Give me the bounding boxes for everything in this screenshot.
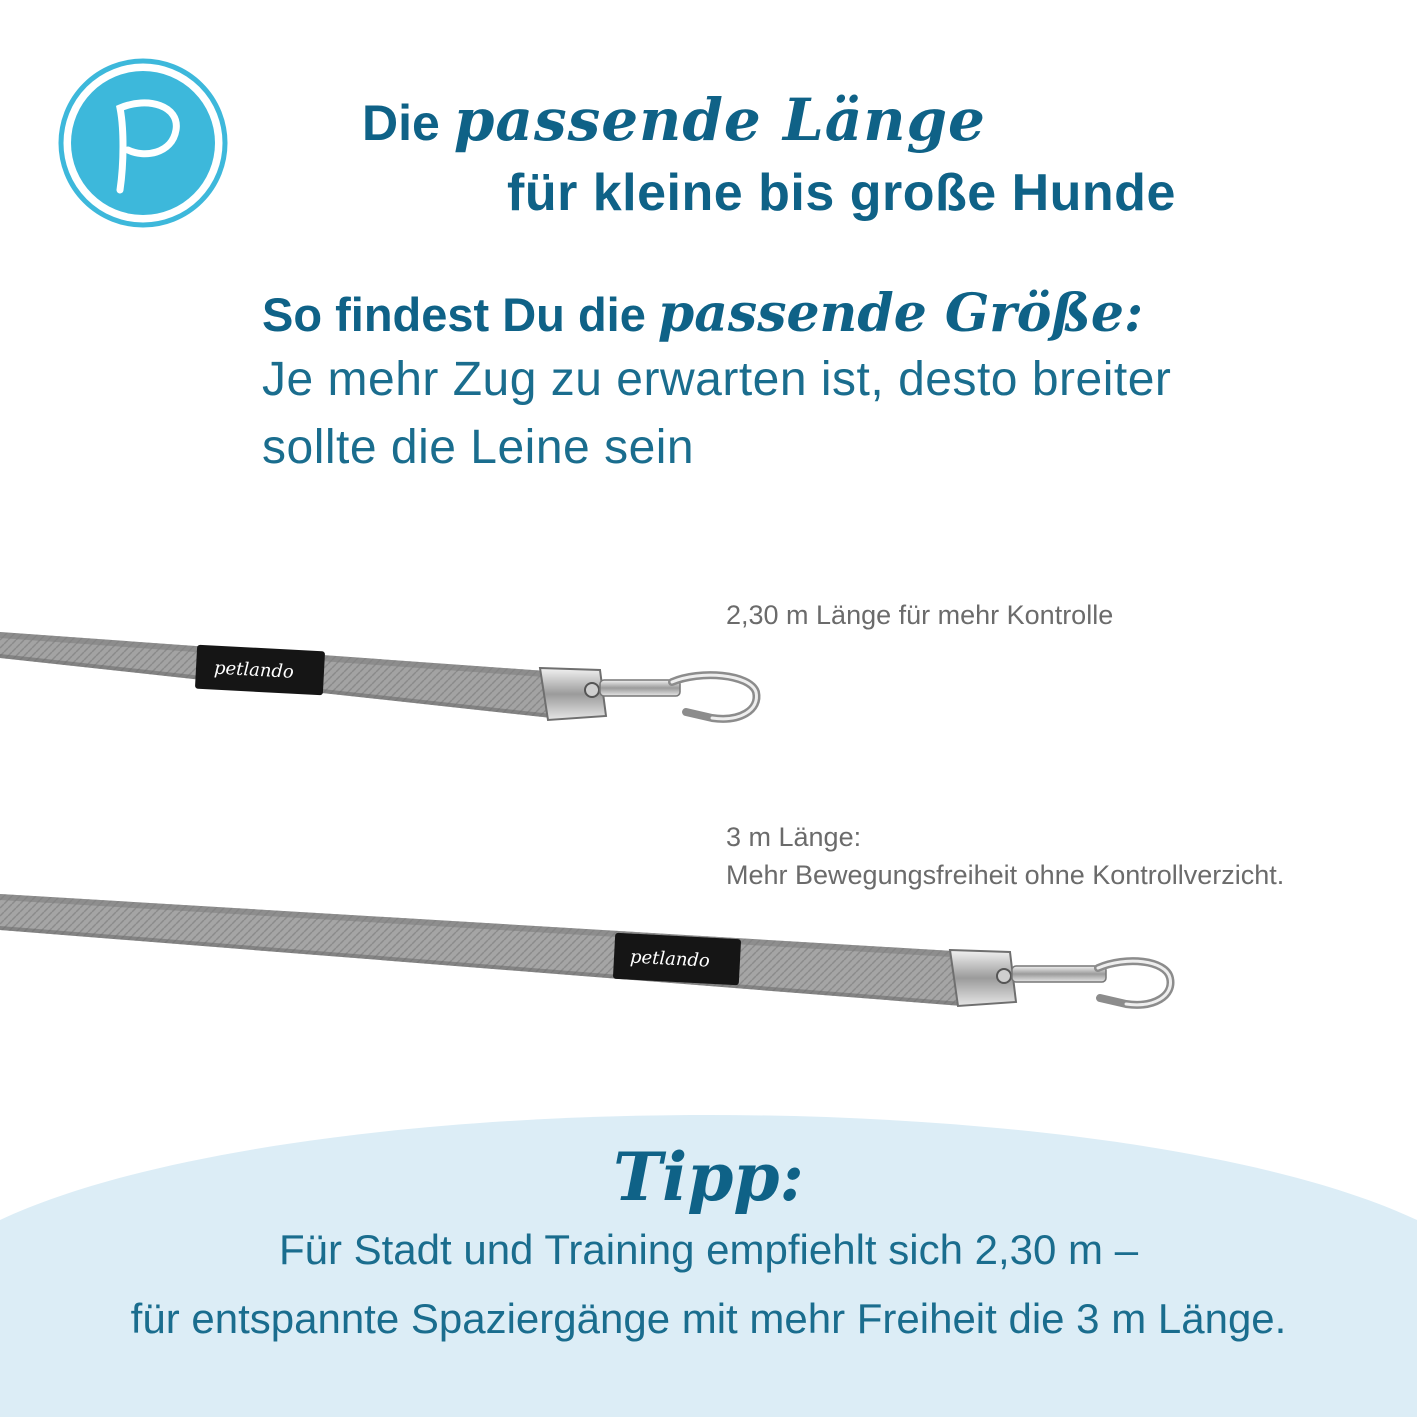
size-guide-prefix: So findest Du die	[262, 288, 646, 341]
leash-long-caption-line-2: Mehr Bewegungsfreiheit ohne Kontrollverzicht.	[726, 860, 1285, 890]
size-guide-text-line-1: Je mehr Zug zu erwarten ist, desto breiter	[262, 353, 1172, 406]
header-line-1	[362, 86, 986, 154]
leash-short-image	[0, 620, 780, 740]
header-script-text: passende Länge	[453, 86, 986, 154]
header-line-2: für kleine bis große Hunde	[507, 164, 1176, 222]
size-guide-text-line-2: sollte die Leine sein	[262, 421, 695, 474]
leash-long-image	[0, 880, 1200, 1030]
tip-line-2: für entspannte Spaziergänge mit mehr Freiheit die 3 m Länge.	[130, 1295, 1287, 1342]
size-guide-script-text: passende Größe:	[657, 283, 1144, 344]
tip-title: Tipp:	[613, 1138, 804, 1216]
leash-long-caption-line-1: 3 m Länge:	[726, 822, 862, 852]
size-guide-heading	[262, 283, 1143, 344]
tip-line-1: Für Stadt und Training empfiehlt sich 2,30 m –	[278, 1226, 1139, 1273]
leash-long-brand-label: petlando	[629, 946, 711, 972]
header-prefix: Die	[362, 95, 440, 151]
leash-short-caption: 2,30 m Länge für mehr Kontrolle	[726, 600, 1114, 630]
leash-short-brand-label: petlando	[213, 657, 295, 683]
brand-logo-icon	[58, 58, 228, 228]
